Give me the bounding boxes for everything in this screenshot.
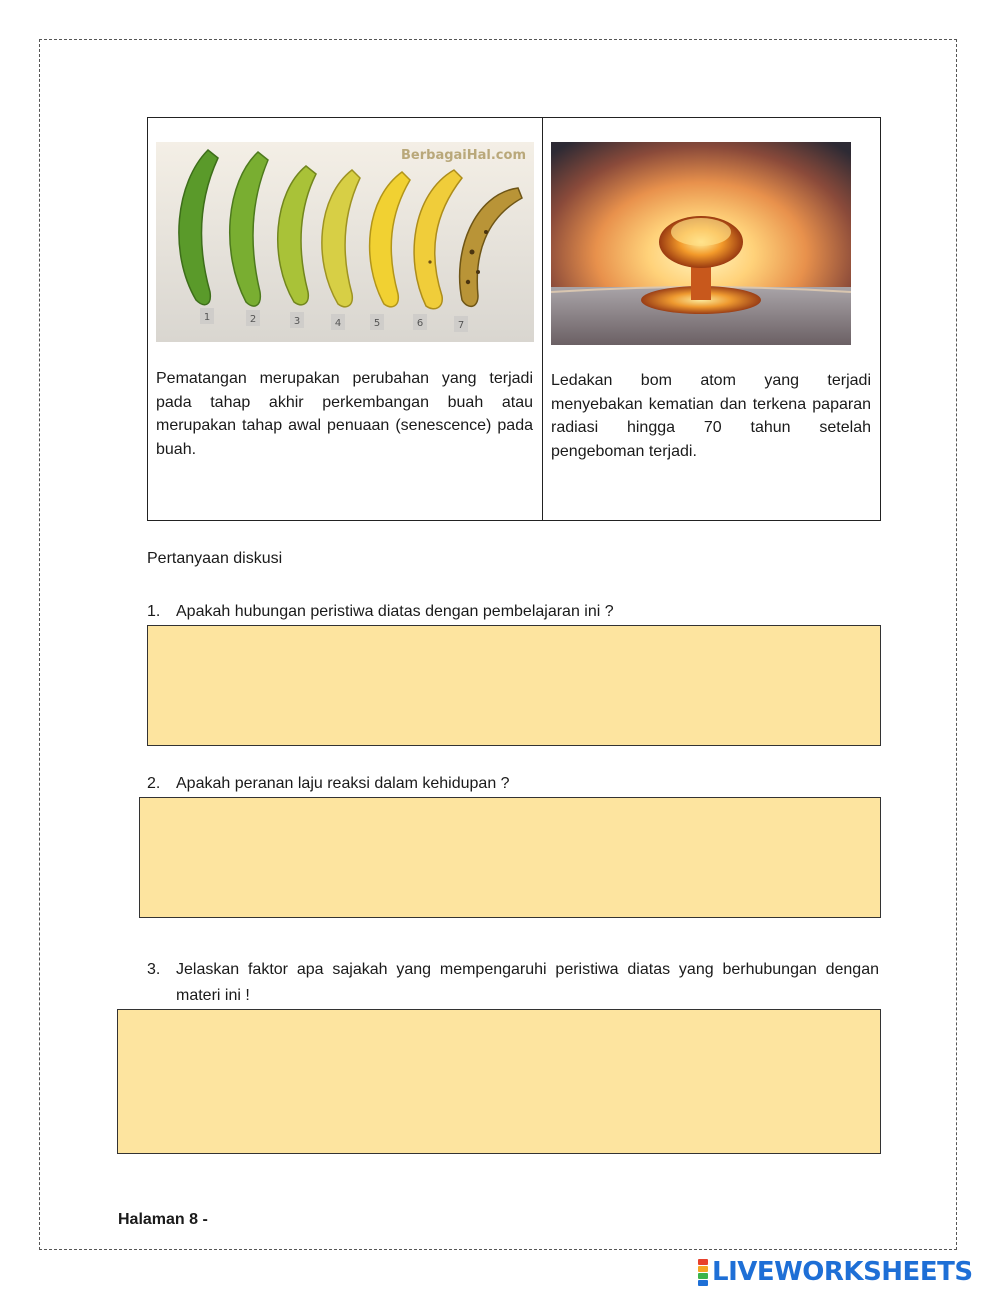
banana-number-2: 2	[249, 314, 257, 325]
banana-number-7: 7	[457, 320, 465, 331]
answer-box-1[interactable]	[147, 625, 881, 746]
image-table	[147, 117, 881, 521]
banana-watermark: BerbagaiHal.com	[401, 148, 526, 163]
discussion-title: Pertanyaan diskusi	[147, 550, 283, 567]
banana-number-4: 4	[334, 318, 342, 329]
banana-cell	[148, 118, 543, 520]
bomb-caption: Ledakan bom atom yang terjadi menyebakan kematian dan terkena paparan radiasi hingga 70 tahun setelah pengeboman terjadi.	[551, 372, 871, 460]
banana-number-5: 5	[373, 318, 381, 329]
answer-box-2[interactable]	[139, 797, 881, 918]
banana-number-6: 6	[416, 318, 424, 329]
logo-cubes-icon	[698, 1259, 708, 1286]
banana-caption: Pematangan merupakan perubahan yang terjadi pada tahap akhir perkembangan buah atau merupakan tahap awal penuaan (senescence) pada buah.	[156, 370, 533, 458]
banana-number-3: 3	[293, 316, 301, 327]
question-1-number: 1.	[147, 603, 161, 620]
question-2	[147, 771, 881, 797]
page-number: Halaman 8 -	[118, 1211, 208, 1228]
question-3-text: Jelaskan faktor apa sajakah yang mempengaruhi peristiwa diatas yang berhubungan dengan materi ini !	[176, 961, 879, 1004]
question-2-text: Apakah peranan laju reaksi dalam kehidupan ?	[176, 775, 510, 792]
bomb-cell	[543, 118, 880, 520]
liveworksheets-logo	[698, 1257, 973, 1287]
banana-number-1: 1	[203, 312, 211, 323]
question-2-number: 2.	[147, 775, 161, 792]
question-3-number: 3.	[147, 961, 161, 978]
question-1	[147, 599, 881, 625]
banana-ripening-image	[156, 142, 534, 342]
atomic-bomb-image	[551, 142, 851, 345]
answer-box-3[interactable]	[117, 1009, 881, 1154]
question-1-text: Apakah hubungan peristiwa diatas dengan pembelajaran ini ?	[176, 603, 614, 620]
question-3	[147, 957, 881, 1009]
logo-text: LIVEWORKSHEETS	[712, 1257, 973, 1287]
